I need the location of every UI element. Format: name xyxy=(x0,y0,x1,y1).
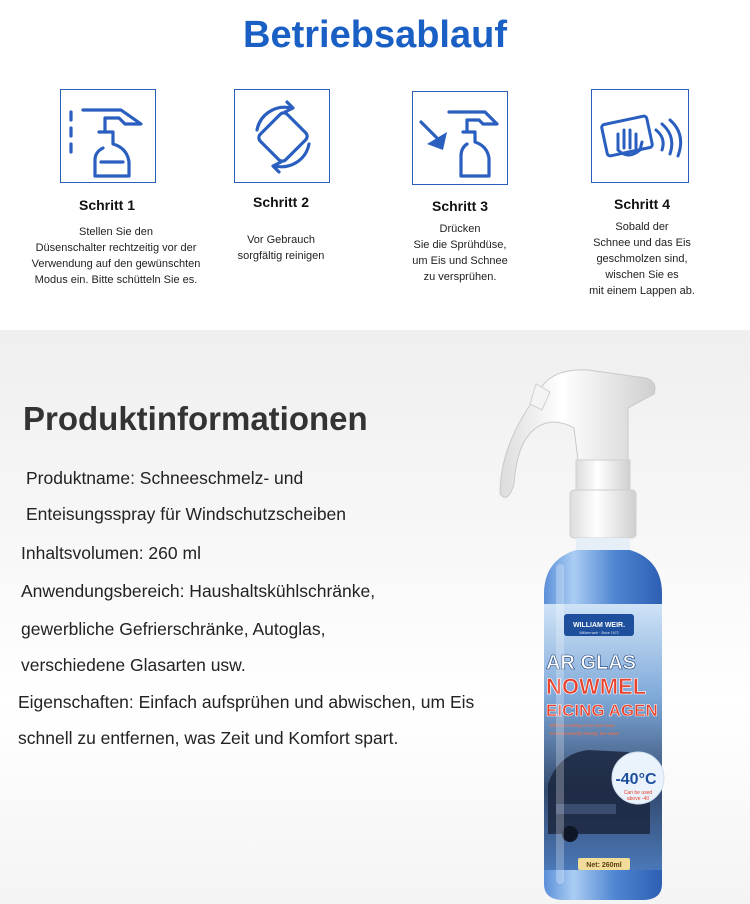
usage-line: verschiedene Glasarten usw. xyxy=(21,655,246,675)
spray-trigger-icon xyxy=(413,92,509,186)
bottle-brand-sub-label: William weir · Since 1972 xyxy=(579,631,619,635)
page-title: Betriebsablauf xyxy=(243,14,507,56)
step-3-title: Schritt 3 xyxy=(431,198,488,214)
bottle-temperature-note-2: above -40 xyxy=(626,796,650,802)
product-info-section xyxy=(0,330,750,904)
step-3-icon-box xyxy=(412,91,508,185)
product-name-line: Produktname: Schneeschmelz- und xyxy=(26,468,304,488)
bottle-name-line-2: NOWMEL xyxy=(546,674,647,699)
step-1-line: Modus ein. Bitte schütteln Sie es. xyxy=(34,274,198,286)
volume-line: Inhaltsvolumen: 260 ml xyxy=(21,543,201,563)
step-4-icon-box xyxy=(591,89,689,183)
bottle-tagline-2: Environmentally friendly, low odour xyxy=(550,731,620,736)
step-4-line: wischen Sie es xyxy=(605,269,679,281)
step-1-line: Düsenschalter rechtzeitig vor der xyxy=(35,242,197,254)
clean-rotate-icon xyxy=(235,90,331,184)
step-3-line: Sie die Sprühdüse, xyxy=(413,239,507,251)
product-bottle-image xyxy=(478,364,750,904)
step-4-description xyxy=(564,219,720,299)
step-2-title: Schritt 2 xyxy=(252,194,309,210)
spray-bottle-icon xyxy=(61,90,157,184)
step-4-title: Schritt 4 xyxy=(613,196,670,212)
bottle-tagline-1: Efficient melting of ice and snow xyxy=(550,723,615,728)
step-3-line: zu versprühen. xyxy=(423,271,497,283)
step-4-line: mit einem Lappen ab. xyxy=(589,285,695,297)
bottle-name-line-1: AR GLAS xyxy=(546,652,636,674)
step-1-line: Stellen Sie den xyxy=(79,226,153,238)
step-1-line: Verwendung auf den gewünschten xyxy=(31,258,201,270)
usage-line: gewerbliche Gefrierschränke, Autoglas, xyxy=(21,619,326,639)
step-1-icon-box xyxy=(60,89,156,183)
step-3-description xyxy=(380,221,540,285)
step-4-line: Schnee und das Eis xyxy=(593,237,691,249)
operation-section xyxy=(0,0,750,330)
step-2-description xyxy=(196,232,366,264)
step-3-line: Drücken xyxy=(439,223,481,235)
bottle-temperature: -40°C xyxy=(615,771,657,788)
features-line: Eigenschaften: Einfach aufsprühen und abwischen, um Eis xyxy=(18,692,475,712)
step-2-line: sorgfältig reinigen xyxy=(237,250,325,262)
product-info-title: Produktinformationen xyxy=(23,400,368,437)
bottle-net-volume: Net: 260ml xyxy=(586,862,622,869)
step-4-line: Sobald der xyxy=(615,221,669,233)
bottle-name-line-3: EICING AGEN xyxy=(546,701,658,720)
features-line: schnell zu entfernen, was Zeit und Komfort spart. xyxy=(18,728,399,748)
step-2-icon-box xyxy=(234,89,330,183)
usage-line: Anwendungsbereich: Haushaltskühlschränke, xyxy=(21,581,376,601)
step-1-title: Schritt 1 xyxy=(78,197,135,213)
product-name-line: Enteisungsspray für Windschutzscheiben xyxy=(26,504,347,524)
step-3-line: um Eis und Schnee xyxy=(412,255,508,267)
step-2-line: Vor Gebrauch xyxy=(247,234,315,246)
bottle-temperature-note-1: Can be used xyxy=(623,790,653,796)
bottle-brand-label: WILLIAM WEIR. xyxy=(572,622,626,629)
wipe-hand-icon xyxy=(592,90,688,184)
step-4-line: geschmolzen sind, xyxy=(596,253,688,265)
